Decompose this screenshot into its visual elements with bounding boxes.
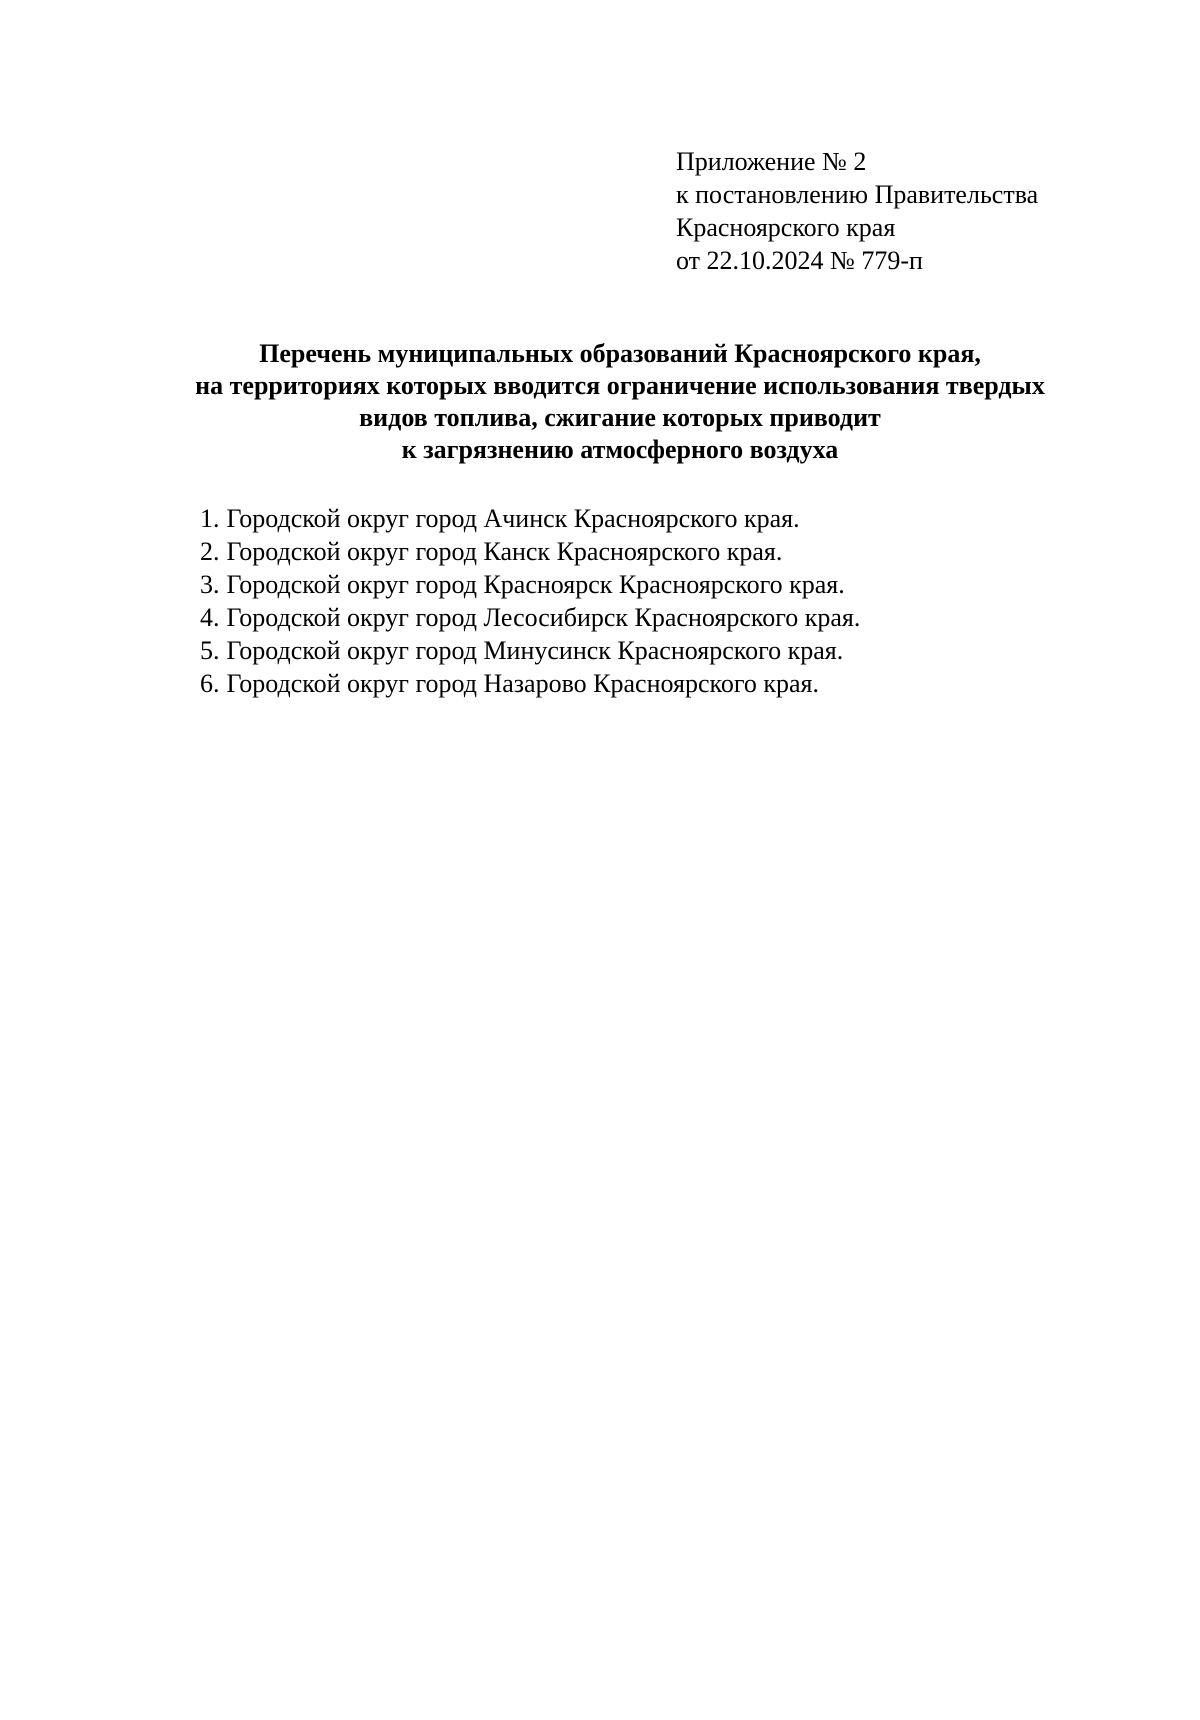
list-item-number: 2.: [200, 537, 220, 566]
list-item: [200, 568, 860, 601]
list-item-text: Городской округ город Минусинск Красноярского края.: [226, 636, 844, 665]
list-item-text: Городской округ город Назарово Красноярского края.: [226, 669, 819, 698]
list-item-number: 1.: [200, 504, 220, 533]
list-item: [200, 667, 860, 700]
list-item-text: Городской округ город Красноярск Красноярского края.: [226, 570, 845, 599]
appendix-line: от 22.10.2024 № 779-п: [676, 246, 923, 275]
list-item-number: 3.: [200, 570, 220, 599]
title-line: Перечень муниципальных образований Красноярского края,: [259, 339, 981, 368]
list-item-text: Городской округ город Канск Красноярского края.: [226, 537, 783, 566]
list-item-number: 4.: [200, 603, 220, 632]
list-item-text: Городской округ город Ачинск Красноярского края.: [226, 504, 800, 533]
list-item: [200, 535, 860, 568]
list-item: [200, 634, 860, 667]
title-line: видов топлива, сжигание которых приводит: [359, 403, 881, 432]
list-item-number: 5.: [200, 636, 220, 665]
municipality-list: [200, 502, 860, 700]
title-line: на территориях которых вводится ограничение использования твердых: [195, 371, 1045, 400]
list-item-text: Городской округ город Лесосибирск Красноярского края.: [226, 603, 861, 632]
appendix-line: к постановлению Правительства: [676, 180, 1039, 209]
appendix-line: Приложение № 2: [676, 147, 867, 176]
title-line: к загрязнению атмосферного воздуха: [401, 435, 839, 464]
document-title: [120, 338, 1120, 466]
list-item-number: 6.: [200, 669, 220, 698]
list-item: [200, 601, 860, 634]
appendix-header: [676, 145, 1038, 277]
appendix-line: Красноярского края: [676, 213, 896, 242]
list-item: [200, 502, 860, 535]
